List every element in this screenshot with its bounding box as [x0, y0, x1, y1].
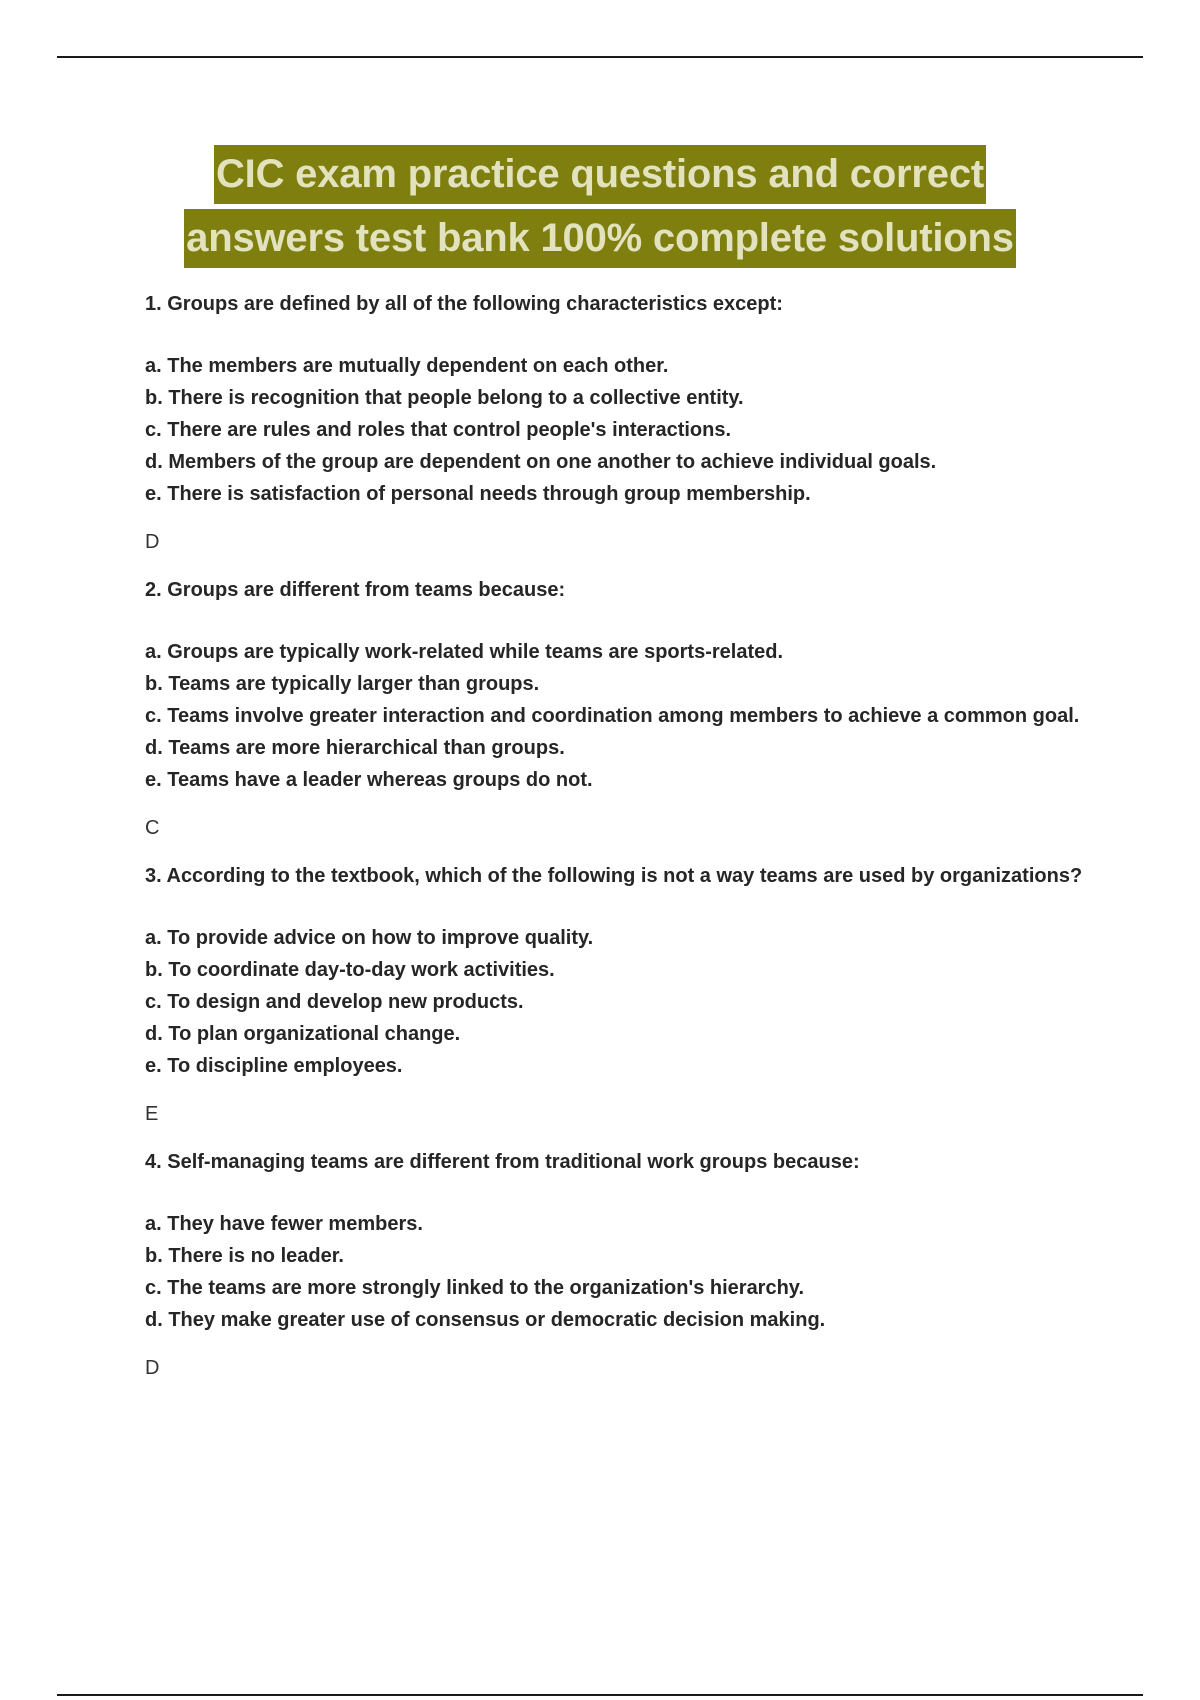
option-list	[145, 922, 1085, 1082]
option-item: b. To coordinate day-to-day work activities.	[145, 959, 555, 981]
question-1	[145, 288, 1085, 558]
option-item: e. To discipline employees.	[145, 1055, 403, 1077]
question-4	[145, 1146, 1085, 1384]
option-item: d. To plan organizational change.	[145, 1023, 461, 1045]
option-item: c. To design and develop new products.	[145, 991, 524, 1013]
answer-text: C	[145, 817, 160, 839]
option-item: d. Members of the group are dependent on one another to achieve individual goals.	[145, 451, 937, 473]
question-2	[145, 574, 1085, 844]
question-text: 3. According to the textbook, which of the following is not a way teams are used by organizations?	[145, 865, 1083, 887]
option-item: a. Groups are typically work-related while teams are sports-related.	[145, 641, 784, 663]
answer-text: E	[145, 1103, 159, 1125]
title-line-1: CIC exam practice questions and correct	[214, 145, 986, 204]
option-item: a. They have fewer members.	[145, 1213, 423, 1235]
document-title	[0, 145, 1200, 268]
question-text: 1. Groups are defined by all of the following characteristics except:	[145, 293, 783, 315]
title-line-2: answers test bank 100% complete solutions	[184, 209, 1016, 268]
option-item: b. Teams are typically larger than groups.	[145, 673, 540, 695]
question-text: 2. Groups are different from teams because:	[145, 579, 566, 601]
option-item: b. There is no leader.	[145, 1245, 344, 1267]
option-item: d. Teams are more hierarchical than groups.	[145, 737, 565, 759]
question-list	[145, 288, 1085, 1400]
question-3	[145, 860, 1085, 1130]
answer-text: D	[145, 1357, 160, 1379]
option-item: c. The teams are more strongly linked to the organization's hierarchy.	[145, 1277, 805, 1299]
option-list	[145, 636, 1085, 796]
option-item: a. The members are mutually dependent on each other.	[145, 355, 669, 377]
footer-divider	[57, 1694, 1143, 1696]
option-list	[145, 1208, 1085, 1336]
question-text: 4. Self-managing teams are different from traditional work groups because:	[145, 1151, 860, 1173]
option-item: c. There are rules and roles that control people's interactions.	[145, 419, 732, 441]
option-item: e. Teams have a leader whereas groups do not.	[145, 769, 593, 791]
answer-text: D	[145, 531, 160, 553]
option-item: c. Teams involve greater interaction and coordination among members to achieve a common goal.	[145, 705, 1080, 727]
option-list	[145, 350, 1085, 510]
option-item: a. To provide advice on how to improve quality.	[145, 927, 594, 949]
header-divider	[57, 56, 1143, 58]
option-item: b. There is recognition that people belong to a collective entity.	[145, 387, 744, 409]
option-item: e. There is satisfaction of personal needs through group membership.	[145, 483, 811, 505]
option-item: d. They make greater use of consensus or democratic decision making.	[145, 1309, 826, 1331]
